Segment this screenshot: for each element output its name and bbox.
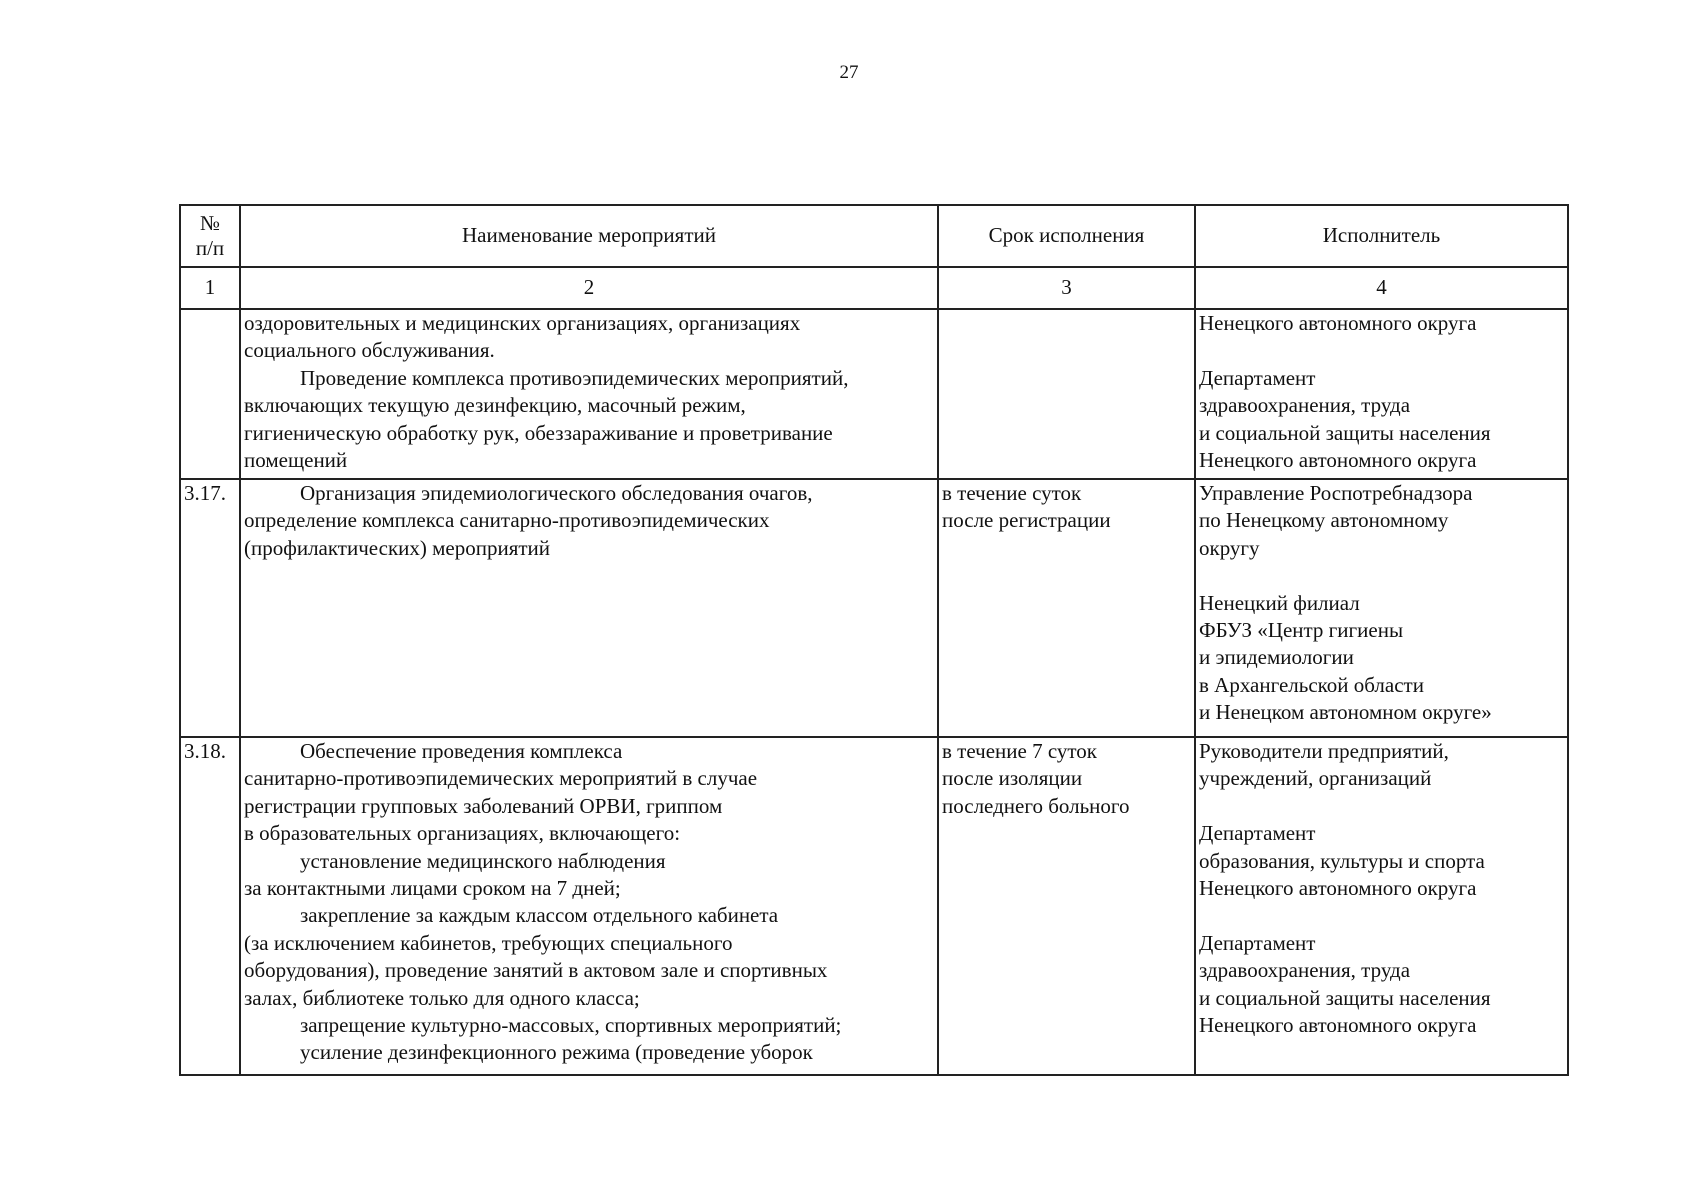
page-number: 27 — [839, 62, 859, 83]
header-name: Наименование мероприятий — [240, 205, 938, 267]
row-term — [938, 737, 1195, 1075]
executor-line: и Ненецком автономном округе» — [1199, 700, 1492, 725]
executor-line: по Ненецкому автономному — [1199, 508, 1449, 533]
name-line: Обеспечение проведения комплекса — [300, 739, 623, 763]
row-term — [938, 479, 1195, 737]
executor-line: и эпидемиологии — [1199, 645, 1354, 670]
executor-line: здравоохранения, труда — [1199, 958, 1411, 983]
executor-line: Департамент — [1199, 365, 1316, 390]
row-name — [240, 309, 938, 479]
header-number-line: № — [199, 211, 221, 235]
column-number: 2 — [240, 267, 938, 309]
row-term — [938, 309, 1195, 479]
row-number — [180, 309, 240, 479]
executor-line: Департамент — [1199, 821, 1316, 846]
row-executor — [1195, 309, 1568, 479]
executor-line: учреждений, организаций — [1199, 766, 1432, 791]
name-line: оборудования), проведение занятий в актовом зале и спортивных — [244, 958, 828, 983]
executor-gap — [1199, 562, 1567, 589]
executor-gap — [1199, 337, 1567, 364]
name-line: определение комплекса санитарно-противоэпидемических — [244, 508, 770, 533]
name-line: Проведение комплекса противоэпидемических мероприятий, — [300, 365, 849, 390]
name-line: санитарно-противоэпидемических мероприятий в случае — [244, 766, 758, 791]
executor-line: округу — [1199, 535, 1260, 560]
header-term: Срок исполнения — [938, 205, 1195, 267]
header-number — [180, 205, 240, 267]
executor-line: образования, культуры и спорта — [1199, 848, 1485, 873]
term-line: после регистрации — [942, 508, 1111, 533]
executor-gap — [1199, 902, 1567, 929]
column-numbers-row — [180, 267, 1568, 309]
name-line: регистрации групповых заболеваний ОРВИ, гриппом — [244, 793, 723, 818]
executor-line: Ненецкого автономного округа — [1199, 876, 1477, 901]
executor-gap — [1199, 793, 1567, 820]
column-number: 1 — [180, 267, 240, 309]
name-line: оздоровительных и медицинских организациях, организациях — [244, 311, 801, 335]
name-line: усиление дезинфекционного режима (проведение уборок — [300, 1040, 813, 1065]
term-line: последнего больного — [942, 793, 1130, 818]
name-line: (за исключением кабинетов, требующих специального — [244, 930, 733, 955]
name-line: социального обслуживания. — [244, 338, 495, 363]
row-number: 3.17. — [180, 479, 240, 737]
name-line: (профилактических) мероприятий — [244, 535, 551, 560]
name-line: за контактными лицами сроком на 7 дней; — [244, 876, 621, 901]
executor-line: Ненецкого автономного округа — [1199, 311, 1477, 335]
name-line: запрещение культурно-массовых, спортивных мероприятий; — [300, 1013, 842, 1038]
term-line: в течение суток — [942, 481, 1082, 505]
executor-line: Департамент — [1199, 930, 1316, 955]
term-line: в течение 7 суток — [942, 739, 1097, 763]
measures-table — [179, 204, 1569, 1076]
term-line: после изоляции — [942, 766, 1083, 791]
name-line: в образовательных организациях, включающего: — [244, 821, 681, 846]
executor-line: Управление Роспотребнадзора — [1199, 481, 1473, 505]
name-line: залах, библиотеке только для одного класса; — [244, 985, 640, 1010]
name-line: гигиеническую обработку рук, обеззараживание и проветривание — [244, 420, 833, 445]
name-line: установление медицинского наблюдения — [300, 848, 666, 873]
executor-line: и социальной защиты населения — [1199, 420, 1491, 445]
column-number: 3 — [938, 267, 1195, 309]
table-row — [180, 309, 1568, 479]
table-row — [180, 479, 1568, 737]
executor-line: здравоохранения, труда — [1199, 393, 1411, 418]
table-header-row — [180, 205, 1568, 267]
row-executor — [1195, 479, 1568, 737]
row-executor — [1195, 737, 1568, 1075]
row-name — [240, 479, 938, 737]
executor-line: Ненецкий филиал — [1199, 590, 1360, 615]
executor-line: в Архангельской области — [1199, 672, 1424, 697]
row-name — [240, 737, 938, 1075]
name-line: помещений — [244, 448, 348, 473]
executor-line: и социальной защиты населения — [1199, 985, 1491, 1010]
name-line: Организация эпидемиологического обследования очагов, — [300, 481, 813, 505]
column-number: 4 — [1195, 267, 1568, 309]
executor-line: Ненецкого автономного округа — [1199, 1013, 1477, 1038]
name-line: включающих текущую дезинфекцию, масочный режим, — [244, 393, 746, 418]
executor-line: Руководители предприятий, — [1199, 739, 1449, 763]
executor-line: ФБУЗ «Центр гигиены — [1199, 618, 1404, 643]
row-number: 3.18. — [180, 737, 240, 1075]
header-number-line: п/п — [195, 236, 225, 260]
header-executor: Исполнитель — [1195, 205, 1568, 267]
table-row — [180, 737, 1568, 1075]
name-line: закрепление за каждым классом отдельного кабинета — [300, 903, 779, 928]
executor-line: Ненецкого автономного округа — [1199, 448, 1477, 473]
